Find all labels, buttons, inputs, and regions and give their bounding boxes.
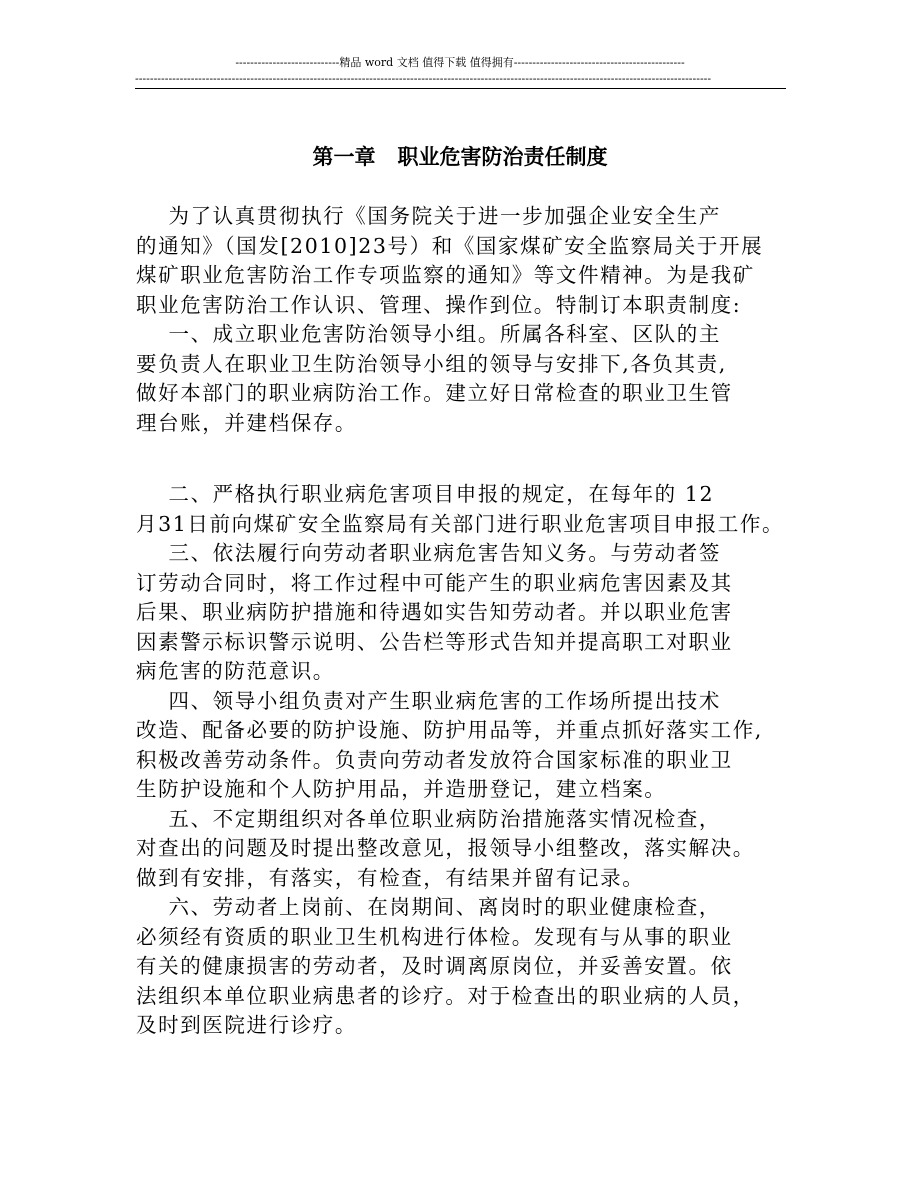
page-header-banner: ----------------------------精品 word 文档 值得下载 值得拥有----------------------------------------------: [235, 56, 685, 69]
text-line: 因素警示标识警示说明、公告栏等形式告知并提高职工对职业: [136, 629, 733, 654]
text-line: 对查出的问题及时提出整改意见，报领导小组整改，落实解决。: [136, 836, 755, 860]
text-line: 改造、配备必要的防护设施、防护用品等，并重点抓好落实工作,: [136, 718, 763, 742]
text-line: 月31日前向煤矿安全监察局有关部门进行职业危害项目申报工作。: [136, 511, 785, 536]
text-line: 理台账，并建档保存。: [136, 410, 357, 435]
text-line: 病危害的防范意识。: [136, 659, 335, 683]
text-line: 职业危害防治工作认识、管理、操作到位。特制订本职责制度:: [136, 292, 742, 317]
page-header-divider-text: -----------------------------------------------------------------------------------------------------------------------------------------------------------: [135, 74, 712, 84]
text-line: 积极改善劳动条件。负责向劳动者发放符合国家标准的职业卫: [136, 747, 733, 772]
text-line: 为了认真贯彻执行《国务院关于进一步加强企业安全生产: [136, 204, 721, 228]
text-line: 三、依法履行向劳动者职业病危害告知义务。与劳动者签: [136, 541, 721, 565]
text-line: 必须经有资质的职业卫生机构进行体检。发现有与从事的职业: [136, 924, 733, 949]
text-line: 订劳动合同时，将工作过程中可能产生的职业病危害因素及其: [136, 570, 733, 595]
text-line: 做好本部门的职业病防治工作。建立好日常检查的职业卫生管: [136, 381, 733, 405]
chapter-title: 第一章 职业危害防治责任制度: [312, 145, 608, 169]
text-line: 二、严格执行职业病危害项目申报的规定，在每年的 12: [136, 482, 715, 506]
text-line: 要负责人在职业卫生防治领导小组的领导与安排下,各负其责,: [136, 351, 727, 376]
text-line: 有关的健康损害的劳动者，及时调离原岗位，并妥善安置。依: [136, 954, 733, 978]
text-line: 法组织本单位职业病患者的诊疗。对于检查出的职业病的人员，: [136, 983, 755, 1008]
header-rule: [135, 88, 786, 89]
paragraph-block-2: [136, 480, 788, 1041]
text-line: 做到有安排，有落实，有检查，有结果并留有记录。: [136, 865, 645, 890]
text-line: 后果、职业病防护措施和待遇如实告知劳动者。并以职业危害: [136, 600, 733, 624]
text-line: 四、领导小组负责对产生职业病危害的工作场所提出技术: [136, 688, 721, 713]
text-line: 的通知》（国发[2010]23号）和《国家煤矿安全监察局关于开展: [136, 233, 764, 258]
text-line: 六、劳动者上岗前、在岗期间、离岗时的职业健康检查，: [136, 895, 721, 919]
text-line: 及时到医院进行诊疗。: [136, 1013, 357, 1037]
text-line: 生防护设施和个人防护用品，并造册登记，建立档案。: [136, 777, 667, 801]
paragraph-block-1: [136, 202, 788, 438]
text-line: 一、成立职业危害防治领导小组。所属各科室、区队的主: [136, 322, 721, 346]
text-line: 五、不定期组织对各单位职业病防治措施落实情况检查，: [136, 806, 721, 831]
text-line: 煤矿职业危害防治工作专项监察的通知》等文件精神。为是我矿: [136, 263, 755, 287]
